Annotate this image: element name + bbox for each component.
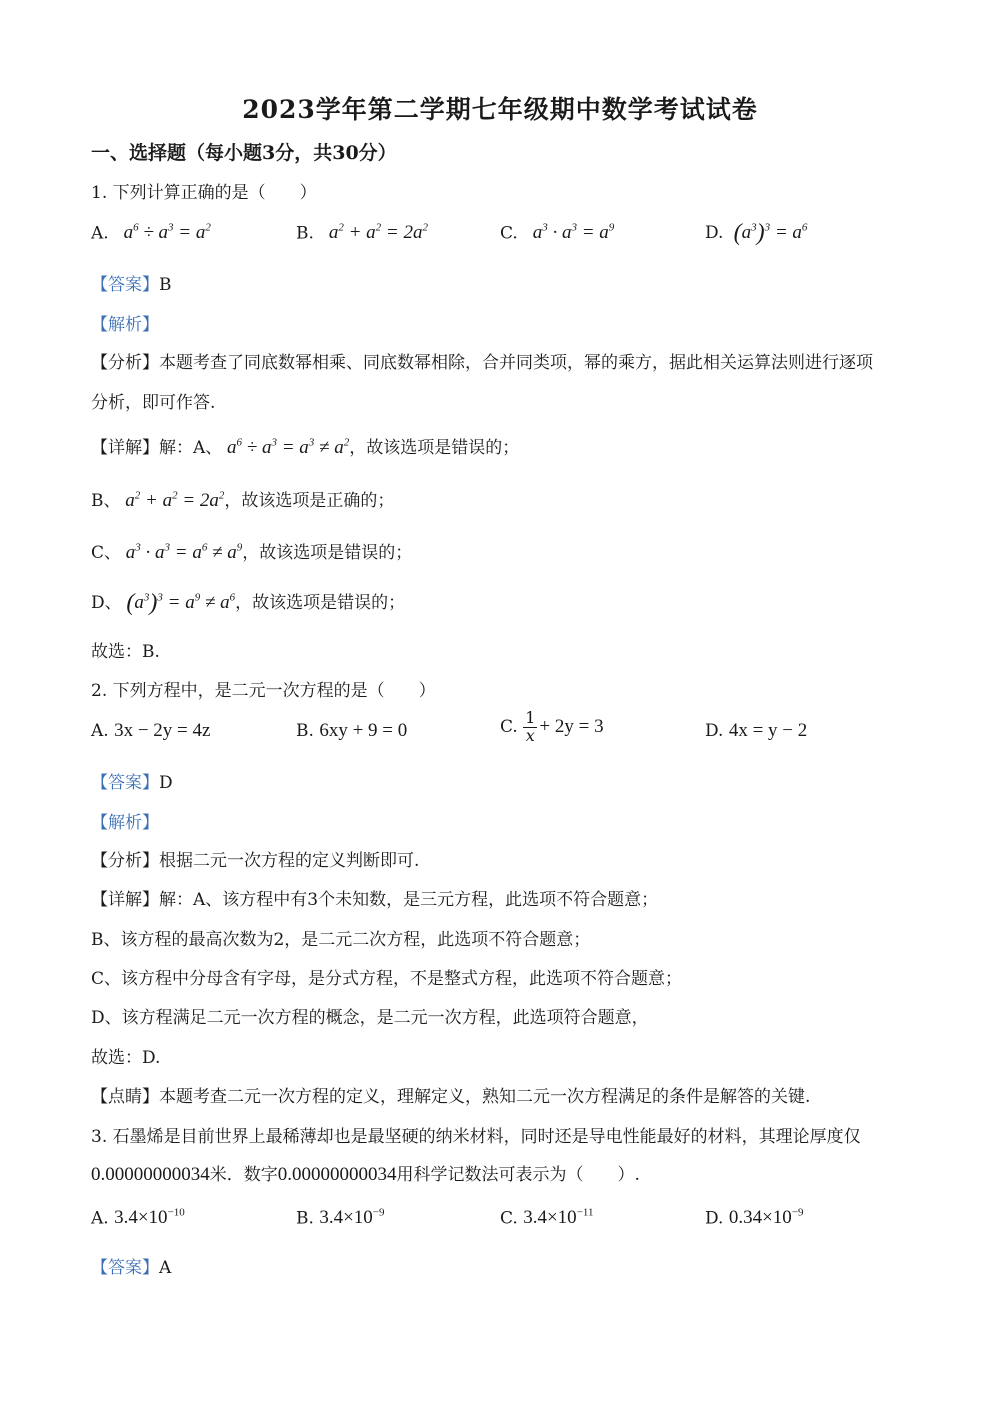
formula: $(a^3)^3 = a^9 \ne a^6$ xyxy=(126,590,236,616)
formula: $a^2 + a^2 = 2a^2$ xyxy=(120,489,225,511)
q1-fenxi-line-1 xyxy=(91,348,873,373)
q1-fenxi-line-2: 分析，即可作答. xyxy=(91,393,216,413)
answer-value: A xyxy=(159,1258,172,1278)
fenxi-text: 根据二元一次方程的定义判断即可. xyxy=(159,851,420,871)
formula: $a^3 \cdot a^3 = a^9$ xyxy=(523,222,615,244)
q2-dianjing xyxy=(91,1082,810,1107)
q1-analysis-tag: 【解析】 xyxy=(91,315,159,335)
answer-value: B xyxy=(159,275,172,295)
q2-detail-b: B、该方程的最高次数为2，是二元二次方程，此选项不符合题意； xyxy=(91,930,591,950)
option-letter: D. xyxy=(705,1208,724,1229)
formula: $(a^3)^3 = a^6$ xyxy=(733,220,808,246)
fenxi-tag: 【分析】 xyxy=(91,851,159,871)
equation: 4x = y − 2 xyxy=(728,720,808,741)
scientific-value: $3.4\times 10^{-11}$ xyxy=(523,1207,594,1229)
detail-prefix: D、 xyxy=(91,593,122,613)
equation: 3x − 2y = 4z xyxy=(114,720,211,741)
q1-detail-a xyxy=(91,433,519,459)
equation: + 2y = 3 xyxy=(539,715,604,737)
detail-prefix: C、 xyxy=(91,543,122,563)
question-1-stem: 1. 下列计算正确的是（ ） xyxy=(91,183,317,203)
answer-tag: 【答案】 xyxy=(91,275,159,295)
detail-suffix: ，故该选项是错误的； xyxy=(235,593,406,613)
q1-option-c[interactable] xyxy=(500,222,614,244)
detail-tag: 【详解】 xyxy=(91,890,159,910)
q1-detail-b xyxy=(91,486,394,512)
answer-tag: 【答案】 xyxy=(91,773,159,793)
option-letter: C. xyxy=(500,1208,518,1229)
option-letter: B. xyxy=(296,1208,314,1229)
q1-detail-c xyxy=(91,538,412,564)
option-letter: C. xyxy=(500,223,518,244)
fenxi-text: 本题考查了同底数幂相乘、同底数幂相除，合并同类项，幂的乘方，据此相关运算法则进行逐项 xyxy=(159,353,873,373)
detail-tag: 【详解】 xyxy=(91,438,159,458)
question-3-stem-line-1: 3. 石墨烯是目前世界上最稀薄却也是最坚硬的纳米材料，同时还是导电性能最好的材料，其理论厚度仅 xyxy=(91,1127,861,1147)
q3-option-b[interactable] xyxy=(296,1207,385,1229)
scientific-value: $0.34\times 10^{-9}$ xyxy=(728,1207,804,1229)
option-letter: A. xyxy=(91,1208,109,1229)
q1-conclusion: 故选：B. xyxy=(91,642,160,662)
q2-option-a[interactable] xyxy=(91,720,210,742)
formula: $a^2 + a^2 = 2a^2$ xyxy=(319,222,428,244)
number: 0.00000000034 xyxy=(91,1164,210,1185)
option-letter: A. xyxy=(91,721,109,741)
q2-fenxi xyxy=(91,846,419,871)
scientific-value: $3.4\times 10^{-10}$ xyxy=(114,1207,185,1229)
q2-answer xyxy=(91,768,173,793)
question-2-stem: 2. 下列方程中，是二元一次方程的是（ ） xyxy=(91,681,436,701)
q2-conclusion: 故选：D. xyxy=(91,1048,161,1068)
formula: $a^6 \div a^3 = a^3 \ne a^2$ xyxy=(222,436,350,458)
stem-end: 用科学记数法可表示为（ ）. xyxy=(396,1165,640,1185)
detail-suffix: ，故该选项是错误的； xyxy=(242,543,413,563)
q3-option-d[interactable] xyxy=(705,1207,804,1229)
equation: 6xy + 9 = 0 xyxy=(319,720,408,741)
scientific-value: $3.4\times 10^{-9}$ xyxy=(319,1207,385,1229)
dianjing-text: 本题考查二元一次方程的定义，理解定义，熟知二元一次方程满足的条件是解答的关键. xyxy=(159,1087,811,1107)
q3-option-a[interactable] xyxy=(91,1207,185,1229)
dianjing-tag: 【点睛】 xyxy=(91,1087,159,1107)
q1-option-d[interactable] xyxy=(705,220,807,247)
detail-text: 解：A、该方程中有3个未知数，是三元方程，此选项不符合题意； xyxy=(159,890,659,910)
answer-tag: 【答案】 xyxy=(91,1258,159,1278)
option-letter: D. xyxy=(705,223,724,243)
q2-option-c[interactable] xyxy=(500,710,604,745)
q1-option-a[interactable] xyxy=(91,222,211,244)
answer-value: D xyxy=(159,773,173,793)
question-3-stem-line-2 xyxy=(91,1160,640,1186)
q3-answer xyxy=(91,1253,171,1278)
section-heading: 一、选择题（每小题3分，共30分） xyxy=(91,142,397,164)
option-letter: A. xyxy=(91,223,109,244)
option-letter: D. xyxy=(705,721,724,741)
q2-option-b[interactable] xyxy=(296,720,407,742)
detail-suffix: ，故该选项是正确的； xyxy=(224,491,395,511)
q1-option-b[interactable] xyxy=(296,222,428,244)
formula: $a^3 \cdot a^3 = a^6 \ne a^9$ xyxy=(121,541,243,563)
detail-prefix: 解：A、 xyxy=(159,438,223,458)
q2-detail-c: C、该方程中分母含有字母，是分式方程，不是整式方程，此选项不符合题意； xyxy=(91,969,683,989)
q3-option-c[interactable] xyxy=(500,1207,593,1229)
option-letter: B. xyxy=(296,721,314,741)
page-title: 2023学年第二学期七年级期中数学考试试卷 xyxy=(242,95,758,124)
stem-mid: 米．数字 xyxy=(209,1165,278,1185)
option-letter: B. xyxy=(296,223,314,244)
q2-detail-d: D、该方程满足二元一次方程的概念，是二元一次方程，此选项符合题意， xyxy=(91,1008,649,1028)
q2-option-d[interactable] xyxy=(705,720,807,742)
q1-detail-d xyxy=(91,588,405,617)
fenxi-tag: 【分析】 xyxy=(91,353,159,373)
detail-suffix: ，故该选项是错误的； xyxy=(349,438,520,458)
fraction: $\frac{1}{x}$ xyxy=(525,708,536,745)
q2-analysis-tag: 【解析】 xyxy=(91,813,159,833)
option-letter: C. xyxy=(500,716,518,737)
number: 0.00000000034 xyxy=(277,1164,397,1185)
formula: $a^6 \div a^3 = a^2$ xyxy=(114,222,211,244)
detail-prefix: B、 xyxy=(91,491,121,511)
q1-answer xyxy=(91,270,172,295)
q2-detail-a xyxy=(91,885,658,910)
